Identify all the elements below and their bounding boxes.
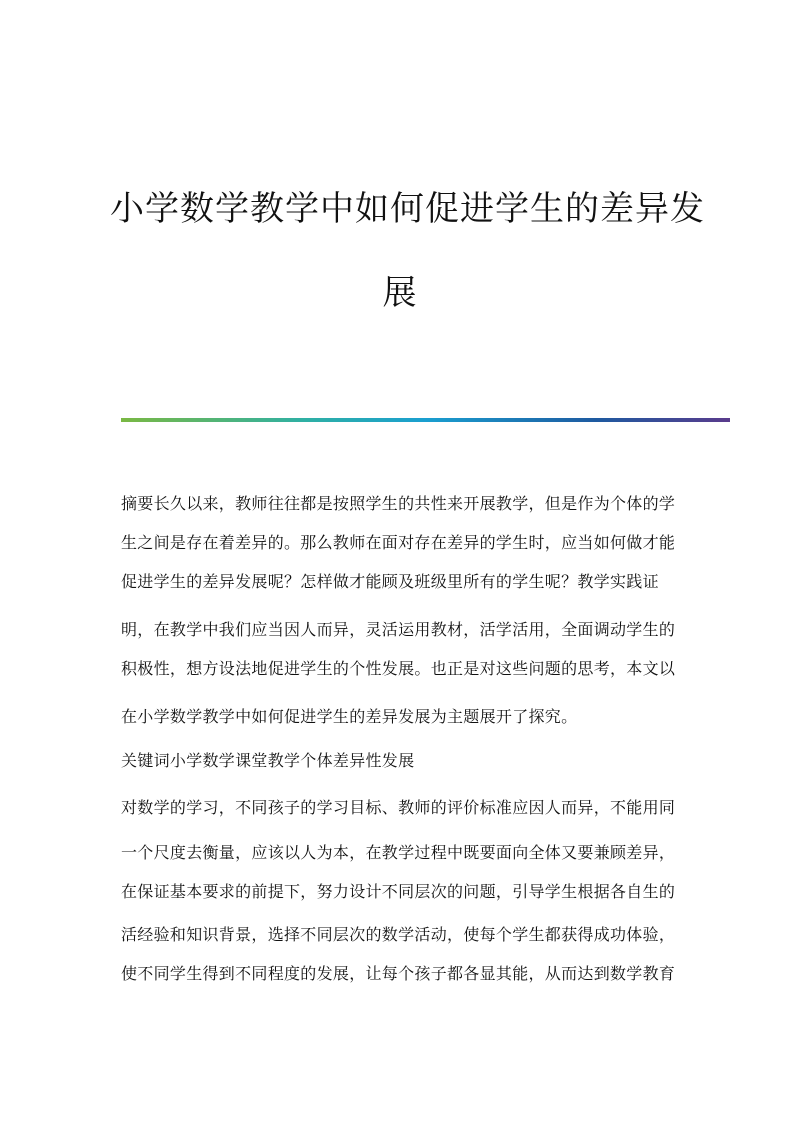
- abstract-line: 明，在教学中我们应当因人而异，灵活运用教材，活学活用，全面调动学生的: [121, 620, 676, 639]
- document-title-line-2: 展: [382, 273, 418, 313]
- abstract-line: 在小学数学教学中如何促进学生的差异发展为主题展开了探究。: [121, 707, 578, 726]
- body-text-line: 使不同学生得到不同程度的发展，让每个孩子都各显其能，从而达到数学教育: [121, 964, 676, 983]
- title-divider-rule: [121, 418, 730, 422]
- body-text-line: 活经验和知识背景，选择不同层次的数学活动，使每个学生都获得成功体验，: [121, 925, 676, 944]
- body-text-line: 在保证基本要求的前提下，努力设计不同层次的问题，引导学生根据各自生的: [121, 882, 676, 901]
- abstract-line: 摘要长久以来，教师往往都是按照学生的共性来开展教学，但是作为个体的学: [121, 494, 676, 513]
- document-title-line-1: 小学数学教学中如何促进学生的差异发: [110, 189, 705, 229]
- body-text-line: 一个尺度去衡量，应该以人为本，在教学过程中既要面向全体又要兼顾差异，: [121, 843, 676, 862]
- abstract-line: 积极性，想方设法地促进学生的个性发展。也正是对这些问题的思考，本文以: [121, 659, 676, 678]
- abstract-line: 促进学生的差异发展呢？怎样做才能顾及班级里所有的学生呢？教学实践证: [121, 572, 659, 591]
- keywords-line: 关键词小学数学课堂教学个体差异性发展: [121, 751, 415, 770]
- abstract-line: 生之间是存在着差异的。那么教师在面对存在差异的学生时，应当如何做才能: [121, 533, 676, 552]
- body-text-line: 对数学的学习，不同孩子的学习目标、教师的评价标准应因人而异，不能用同: [121, 798, 676, 817]
